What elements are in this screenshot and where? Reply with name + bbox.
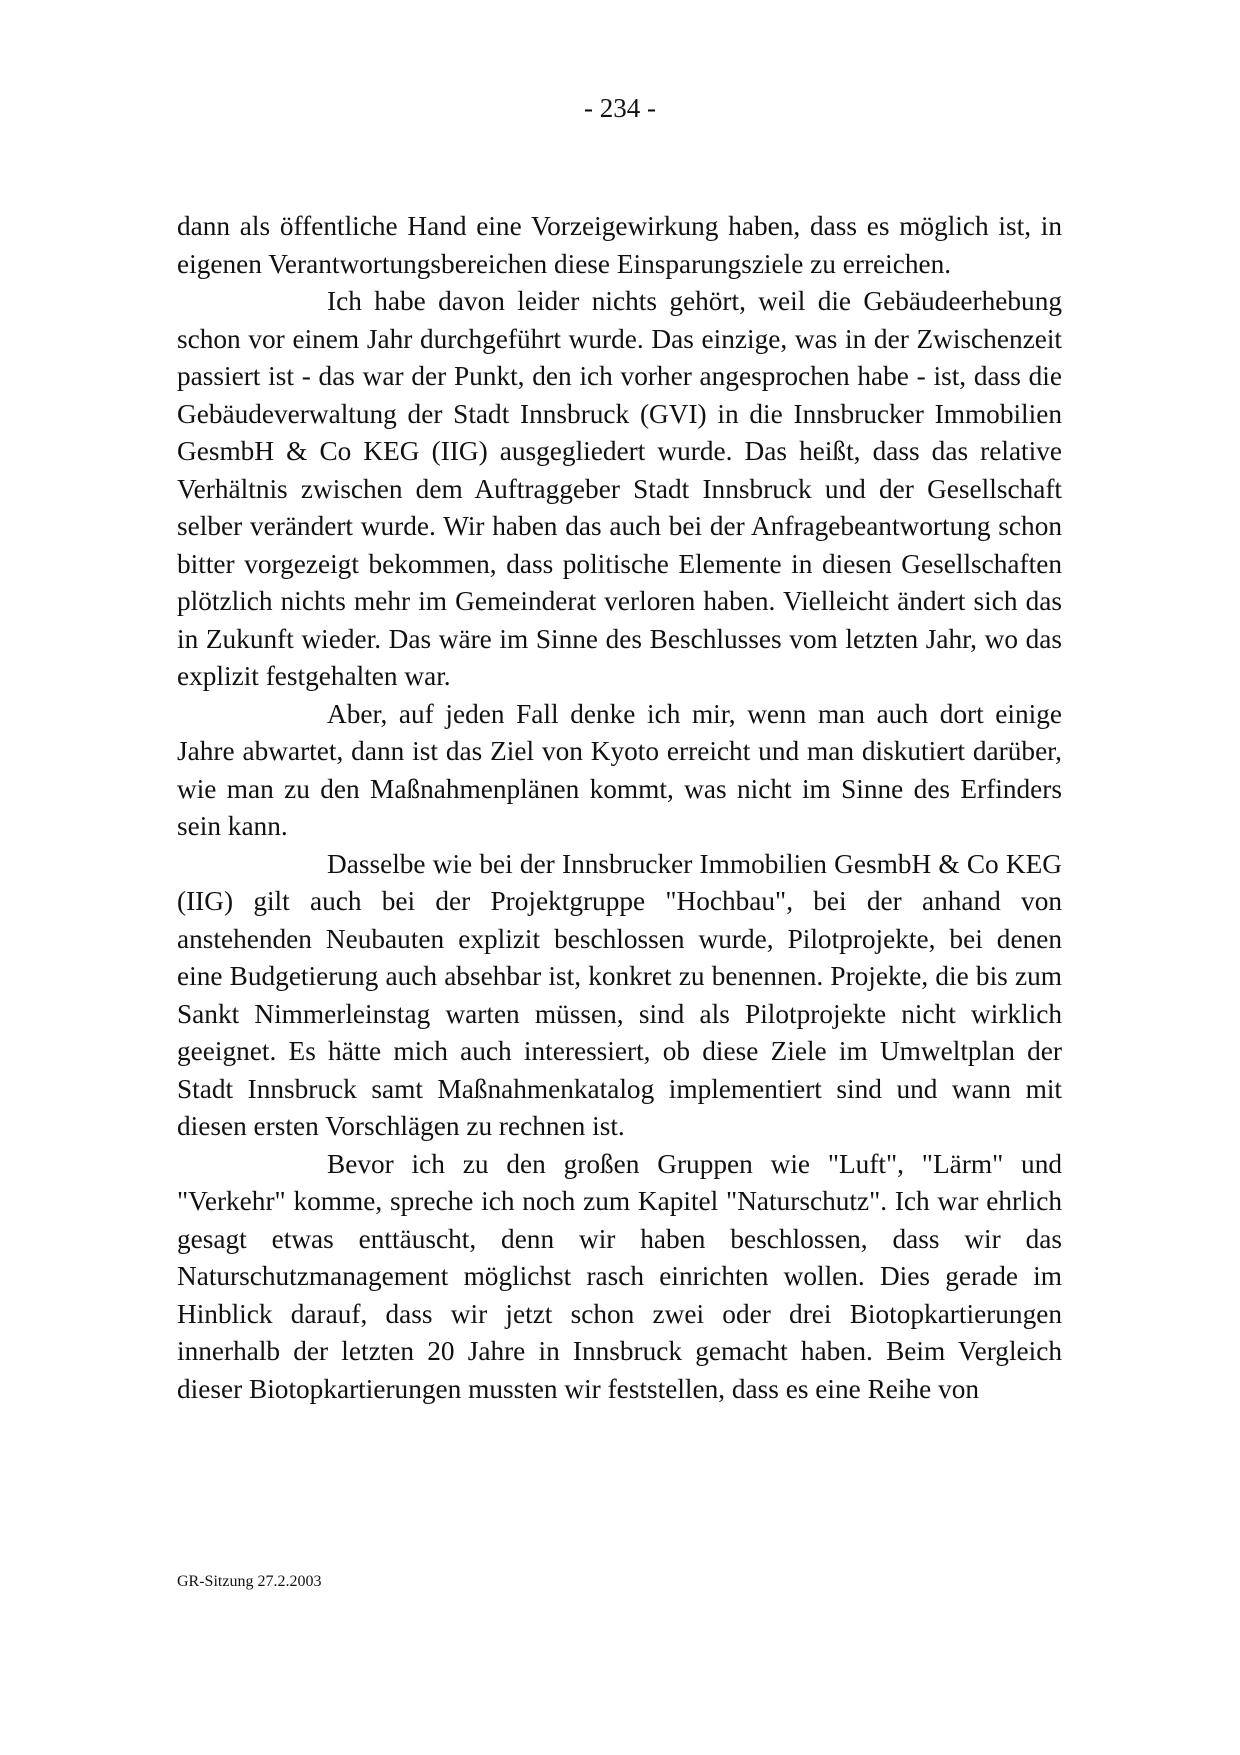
paragraph-1: dann als öffentliche Hand eine Vorzeigewirkung haben, dass es möglich ist, in eigenen Verantwortungsbereichen diese Einsparungsziele zu erreichen. — [177, 211, 1062, 279]
paragraph-3: Aber, auf jeden Fall denke ich mir, wenn man auch dort einige Jahre abwartet, dann ist das Ziel von Kyoto erreicht und man diskutiert darüber, wie man zu den Maßnahmenplänen kommt, was nicht im Sinne des Erfinders sein kann. — [177, 698, 1062, 841]
paragraph-5: Bevor ich zu den großen Gruppen wie "Luft", "Lärm" und "Verkehr" komme, spreche ich noch zum Kapitel "Naturschutz". Ich war ehrlich gesagt etwas enttäuscht, denn wir haben beschlossen, dass wir das Naturschutzmanagement möglichst rasch einrichten wollen. Dies gerade im Hinblick darauf, dass wir jetzt schon zwei oder drei Biotopkartierungen innerhalb der letzten 20 Jahre in Innsbruck gemacht haben. Beim Vergleich dieser Biotopkartierungen mussten wir feststellen, dass es eine Reihe von — [177, 1148, 1062, 1404]
body-text — [177, 208, 1062, 1408]
page-number: - 234 - — [584, 93, 656, 123]
paragraph-4: Dasselbe wie bei der Innsbrucker Immobilien GesmbH & Co KEG (IIG) gilt auch bei der Projektgruppe "Hochbau", bei der anhand von anstehenden Neubauten explizit beschlossen wurde, Pilotprojekte, bei denen eine Budgetierung auch absehbar ist, konkret zu benennen. Projekte, die bis zum Sankt Nimmerleinstag warten müssen, sind als Pilotprojekte nicht wirklich geeignet. Es hätte mich auch interessiert, ob diese Ziele im Umweltplan der Stadt Innsbruck samt Maßnahmenkatalog implementiert sind und wann mit diesen ersten Vorschlägen zu rechnen ist. — [177, 848, 1062, 1141]
paragraph-2: Ich habe davon leider nichts gehört, weil die Gebäudeerhebung schon vor einem Jahr durchgeführt wurde. Das einzige, was in der Zwischenzeit passiert ist - das war der Punkt, den ich vorher angesprochen habe - ist, dass die Gebäudeverwaltung der Stadt Innsbruck (GVI) in die Innsbrucker Immobilien GesmbH & Co KEG (IIG) ausgegliedert wurde. Das heißt, dass das relative Verhältnis zwischen dem Auftraggeber Stadt Innsbruck und der Gesellschaft selber verändert wurde. Wir haben das auch bei der Anfragebeantwortung schon bitter vorgezeigt bekommen, dass politische Elemente in diesen Gesellschaften plötzlich nichts mehr im Gemeinderat verloren haben. Vielleicht ändert sich das in Zukunft wieder. Das wäre im Sinne des Beschlusses vom letzten Jahr, wo das explizit festgehalten war. — [177, 286, 1062, 691]
footer-session-date: GR-Sitzung 27.2.2003 — [177, 1573, 322, 1590]
